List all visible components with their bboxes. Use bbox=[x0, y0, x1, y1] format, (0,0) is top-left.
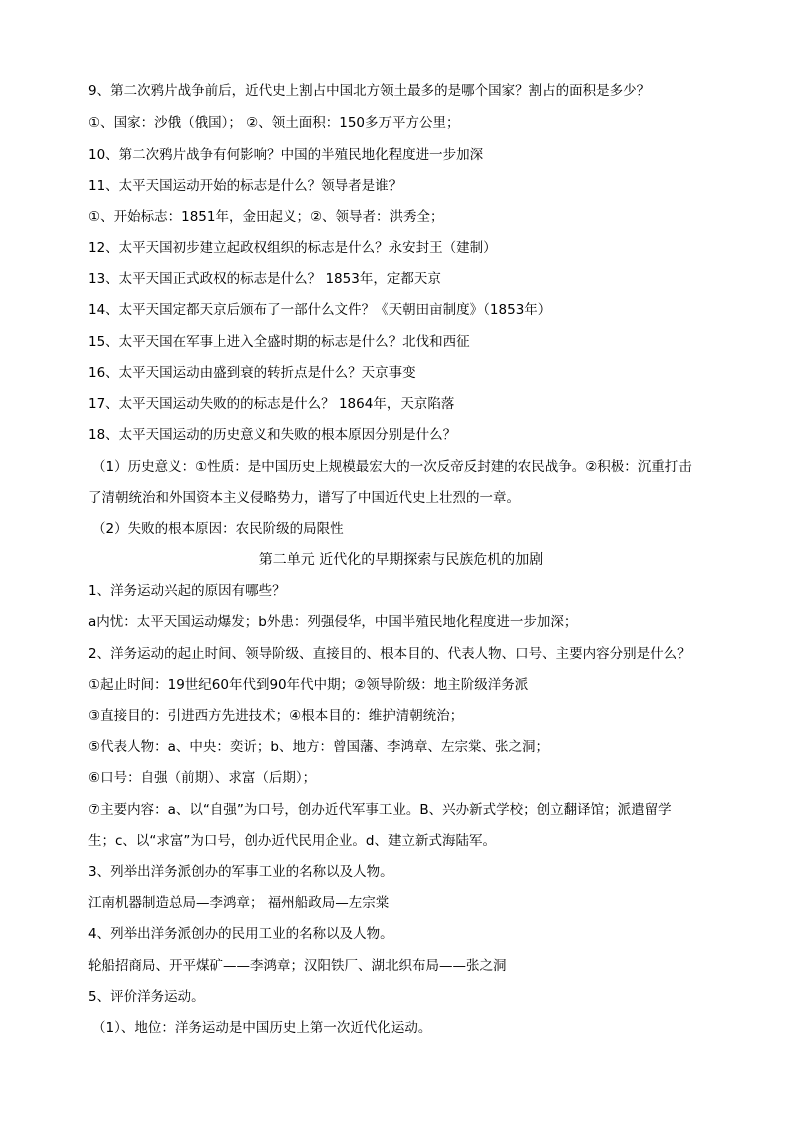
unit2-question-2: 2、洋务运动的起止时间、领导阶级、直接目的、根本目的、代表人物、口号、主要内容分别是什么？ bbox=[88, 646, 691, 662]
answer-9: ①、国家：沙俄（俄国）； ②、领土面积：150多万平方公里； bbox=[88, 115, 460, 131]
unit2-answer-3: 江南机器制造总局—李鸿章； 福州船政局—左宗棠 bbox=[88, 895, 390, 911]
unit2-answer-2-c: ⑤代表人物：a、中央：奕䜣；b、地方：曾国藩、李鸿章、左宗棠、张之洞； bbox=[88, 739, 549, 755]
unit2-answer-2-b: ③直接目的：引进西方先进技术；④根本目的：维护清朝统治； bbox=[88, 708, 464, 724]
answer-18-part1: （1）历史意义：①性质：是中国历史上规模最宏大的一次反帝反封建的农民战争。②积极：沉重打击 bbox=[92, 459, 692, 475]
question-11: 11、太平天国运动开始的标志是什么？领导者是谁？ bbox=[88, 178, 403, 194]
question-10: 10、第二次鸦片战争有何影响？中国的半殖民地化程度进一步加深 bbox=[88, 147, 484, 163]
unit-heading: 第二单元 近代化的早期探索与民族危机的加剧 bbox=[258, 552, 544, 568]
answer-18-part2: （2）失败的根本原因：农民阶级的局限性 bbox=[92, 521, 344, 537]
question-15: 15、太平天国在军事上进入全盛时期的标志是什么？北伐和西征 bbox=[88, 334, 470, 350]
unit2-question-1: 1、洋务运动兴起的原因有哪些？ bbox=[88, 583, 286, 599]
answer-18-part1-cont: 了清朝统治和外国资本主义侵略势力，谱写了中国近代史上壮烈的一章。 bbox=[88, 490, 520, 506]
unit2-answer-2-e-cont: 生；c、以“求富”为口号，创办近代民用企业。d、建立新式海陆军。 bbox=[88, 833, 496, 849]
answer-11: ①、开始标志：1851年，金田起义；②、领导者：洪秀全； bbox=[88, 209, 444, 225]
question-18: 18、太平天国运动的历史意义和失败的根本原因分别是什么？ bbox=[88, 427, 457, 443]
unit2-question-5: 5、评价洋务运动。 bbox=[88, 989, 205, 1005]
question-16: 16、太平天国运动由盛到衰的转折点是什么？天京事变 bbox=[88, 365, 416, 381]
unit2-question-3: 3、列举出洋务派创办的军事工业的名称以及人物。 bbox=[88, 864, 394, 880]
unit2-answer-4: 轮船招商局、开平煤矿——李鸿章；汉阳铁厂、湖北织布局——张之洞 bbox=[88, 958, 507, 974]
question-14: 14、太平天国定都天京后颁布了一部什么文件？《天朝田亩制度》（1853年） bbox=[88, 302, 552, 318]
unit2-answer-2-a: ①起止时间：19世纪60年代到90年代中期；②领导阶级：地主阶级洋务派 bbox=[88, 677, 529, 693]
unit2-answer-2-e: ⑦主要内容：a、以“自强”为口号，创办近代军事工业。B、兴办新式学校；创立翻译馆；派遣留学 bbox=[88, 802, 672, 818]
unit2-answer-1: a内忧：太平天国运动爆发；b外患：列强侵华，中国半殖民地化程度进一步加深； bbox=[88, 614, 578, 630]
question-9: 9、第二次鸦片战争前后，近代史上割占中国北方领土最多的是哪个国家？割占的面积是多少？ bbox=[88, 83, 651, 99]
question-13: 13、太平天国正式政权的标志是什么？ 1853年，定都天京 bbox=[88, 271, 441, 287]
unit2-question-4: 4、列举出洋务派创办的民用工业的名称以及人物。 bbox=[88, 926, 394, 942]
question-12: 12、太平天国初步建立起政权组织的标志是什么？永安封王（建制） bbox=[88, 240, 497, 256]
unit2-answer-5-part1: （1）、地位：洋务运动是中国历史上第一次近代化运动。 bbox=[92, 1020, 432, 1036]
question-17: 17、太平天国运动失败的的标志是什么？ 1864年，天京陷落 bbox=[88, 396, 455, 412]
unit2-answer-2-d: ⑥口号：自强（前期）、求富（后期）； bbox=[88, 770, 317, 786]
